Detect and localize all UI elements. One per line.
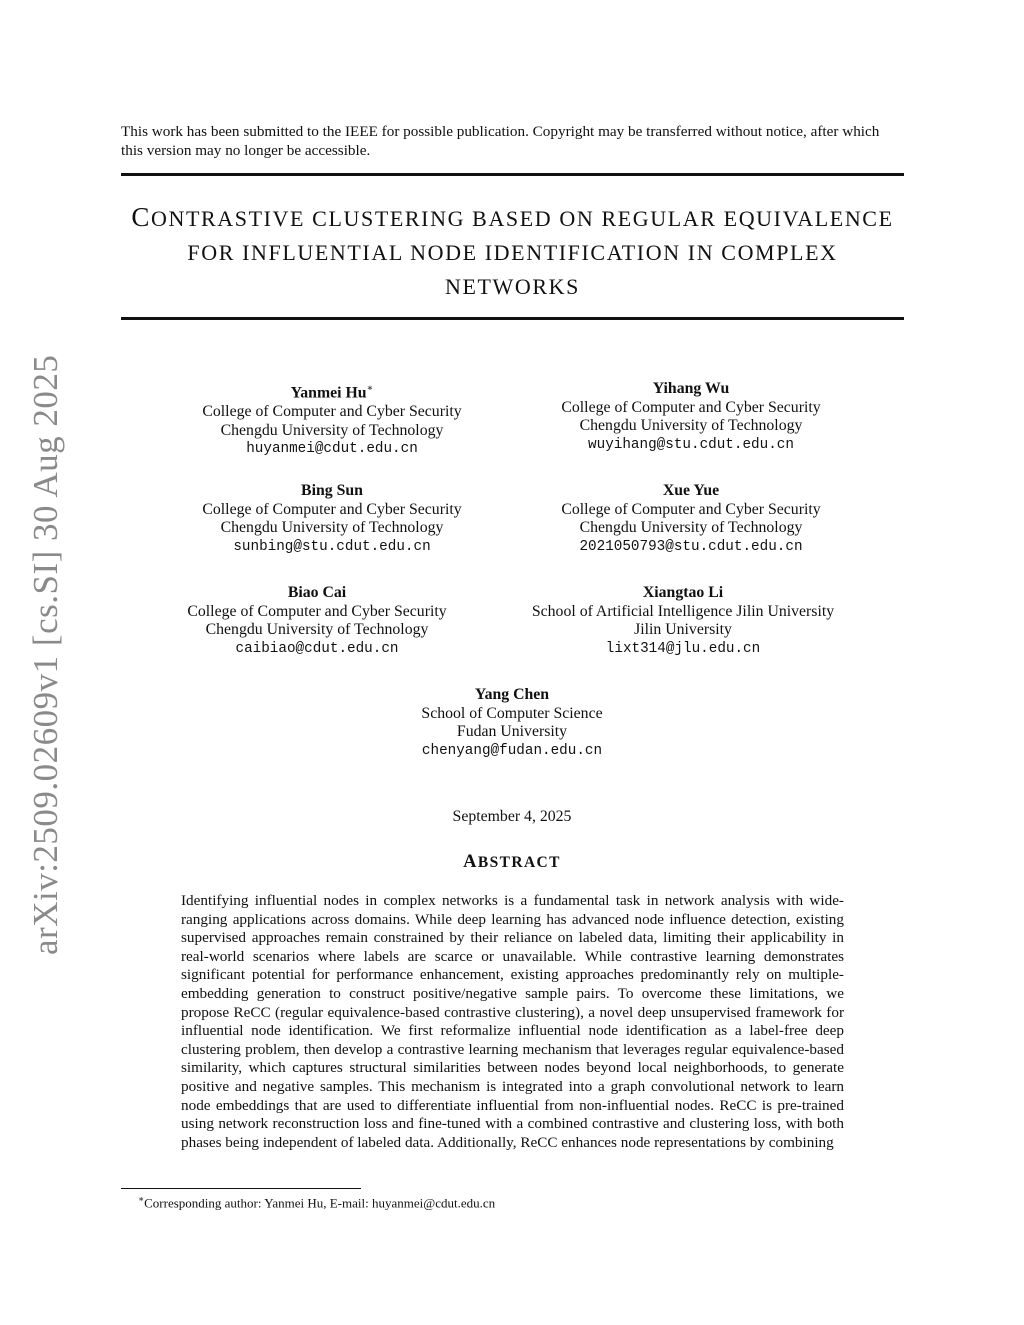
author-block <box>162 380 502 459</box>
author-name: Yanmei Hu∗ <box>290 383 374 402</box>
paper-title <box>121 200 904 304</box>
author-name: Xiangtao Li <box>642 584 724 601</box>
author-name: Yihang Wu <box>652 380 730 397</box>
footnote <box>138 1191 898 1211</box>
title-bottom-rule <box>121 317 904 320</box>
footnote-mark: ∗ <box>138 1194 145 1204</box>
publication-date: September 4, 2025 <box>452 808 572 825</box>
author-name: Xue Yue <box>662 482 720 499</box>
author-email: sunbing@stu.cdut.edu.cn <box>233 539 431 556</box>
author-affiliation: College of Computer and Cyber Security <box>202 402 462 420</box>
author-affiliation: College of Computer and Cyber Security <box>561 398 821 416</box>
author-email: chenyang@fudan.edu.cn <box>421 743 603 760</box>
author-affiliation: College of Computer and Cyber Security <box>187 602 447 620</box>
author-affiliation: School of Computer Science <box>421 704 603 722</box>
author-name: Yang Chen <box>474 686 550 703</box>
author-email: huyanmei@cdut.edu.cn <box>246 441 418 458</box>
author-email: wuyihang@stu.cdut.edu.cn <box>588 437 794 454</box>
author-institution: Chengdu University of Technology <box>205 621 429 639</box>
author-name: Biao Cai <box>287 584 347 601</box>
footnote-text: Corresponding author: Yanmei Hu, E-mail: huyanmei@cdut.edu.cn <box>144 1195 496 1211</box>
author-block <box>521 380 861 455</box>
author-affiliation: School of Artificial Intelligence Jilin University <box>531 602 835 620</box>
author-institution: Chengdu University of Technology <box>220 519 444 537</box>
title-top-rule <box>121 173 904 176</box>
author-block <box>342 686 682 761</box>
author-block <box>521 482 861 557</box>
abstract-heading-rest: BSTRACT <box>477 854 561 871</box>
author-institution: Jilin University <box>634 621 732 639</box>
author-institution: Chengdu University of Technology <box>579 417 803 435</box>
author-email: 2021050793@stu.cdut.edu.cn <box>579 539 803 556</box>
author-email: caibiao@cdut.edu.cn <box>235 641 399 658</box>
author-affiliation: College of Computer and Cyber Security <box>202 500 462 518</box>
author-institution: Chengdu University of Technology <box>220 421 444 439</box>
author-block <box>147 584 487 659</box>
footnote-rule <box>121 1188 361 1189</box>
arxiv-stamp: arXiv:2509.02609v1 [cs.SI] 30 Aug 2025 <box>26 354 65 955</box>
submission-notice: This work has been submitted to the IEEE for possible publication. Copyright may be transferred without notice, after which this version may no longer be accessible. <box>121 123 880 159</box>
title-first-letter: C <box>131 202 151 232</box>
author-institution: Chengdu University of Technology <box>579 519 803 537</box>
author-institution: Fudan University <box>456 723 568 741</box>
abstract-body: Identifying influential nodes in complex networks is a fundamental task in network analysis with wide-ranging applications across domains. While deep learning has advanced node influence detection, existing supervised approaches remain constrained by their reliance on labeled data, limiting their applicability in real-world scenarios where labels are scarce or unavailable. While contrastive learning demonstrates significant potential for performance enhancement, existing approaches predominantly rely on multiple-embedding generation to construct positive/negative sample pairs. To overcome these limitations, we propose ReCC (regular equivalence-based contrastive clustering), a novel deep unsupervised framework for influential node identification. We first reformalize influential node identification as a label-free deep clustering problem, then develop a contrastive learning mechanism that leverages regular equivalence-based similarity, which captures structural similarities between nodes beyond local neighborhoods, to generate positive and negative samples. This mechanism is integrated into a graph convolutional network to learn node embeddings that are used to differentiate influential from non-influential nodes. ReCC is pre-trained using network reconstruction loss and fine-tuned with a combined contrastive and clustering loss, with both phases being independent of labeled data. Additionally, ReCC enhances node representations by combining <box>181 892 844 1151</box>
author-email: lixt314@jlu.edu.cn <box>605 641 761 658</box>
author-block <box>162 482 502 557</box>
abstract-heading-first: A <box>463 852 478 872</box>
author-name: Bing Sun <box>301 482 363 499</box>
corresponding-mark: ∗ <box>366 383 374 394</box>
author-block <box>503 584 863 659</box>
title-rest: ONTRASTIVE CLUSTERING BASED ON REGULAR EQUIVALENCE FOR INFLUENTIAL NODE IDENTIFICATION IN COMPLEX NETWORKS <box>150 206 894 299</box>
abstract-heading <box>0 852 1024 873</box>
author-affiliation: College of Computer and Cyber Security <box>561 500 821 518</box>
